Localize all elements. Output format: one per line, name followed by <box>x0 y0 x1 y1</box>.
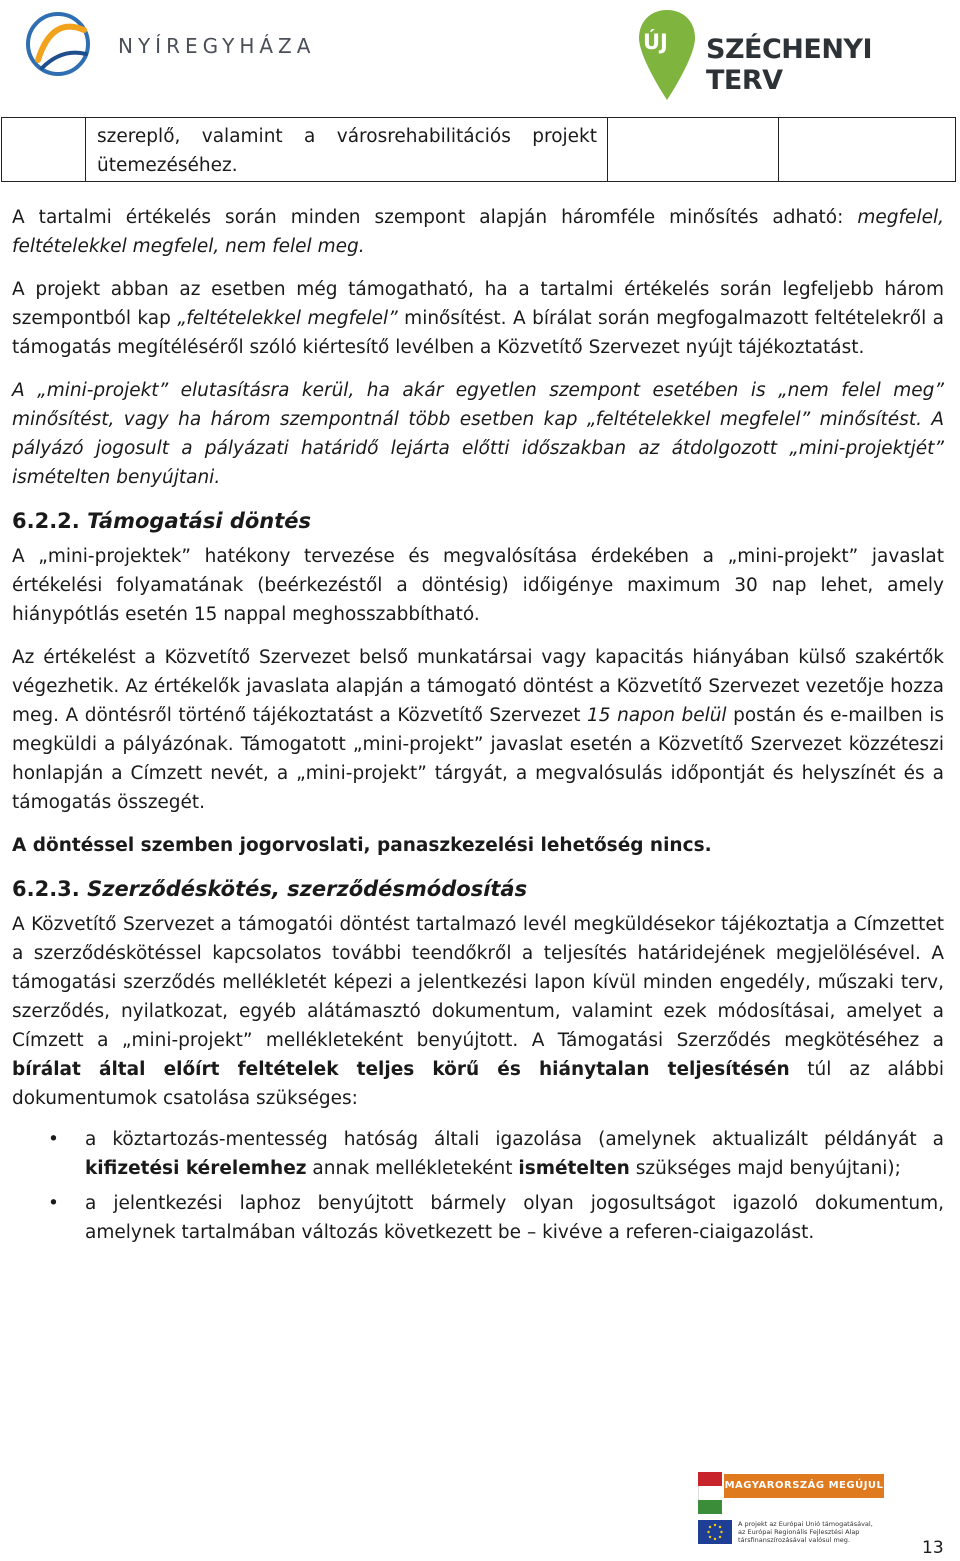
paragraph-decision-time: A „mini-projektek” hatékony tervezése és megvalósítása érdekében a „mini-projekt” javaslat értékelési folyamatának (beérkezéstől a döntésig) időigénye maximum 30 nap lehet, amely hiánypótlás esetén 15 nappal meghosszabbítható. <box>12 546 944 625</box>
bullet-icon: • <box>48 1129 59 1150</box>
nyiregyhaza-emblem-icon <box>22 8 102 80</box>
paragraph-bold: bírálat által előírt feltételek teljes körű és hiánytalan teljesítésén <box>12 1059 790 1080</box>
paragraph-decision-process <box>12 643 944 817</box>
list-item-bold: ismételten <box>518 1158 630 1179</box>
paragraph-no-appeal <box>12 831 944 860</box>
paragraph-text: A projekt abban az esetben még támogatható, ha a tartalmi értékelés során legfeljebb három szempontból kap <box>12 279 944 329</box>
table-cell-text <box>86 118 608 182</box>
page-header <box>0 0 960 110</box>
table-cell-content: szereplő, valamint a városrehabilitációs projekt ütemezéséhez. <box>97 126 597 176</box>
paragraph-rejection: A „mini-projekt” elutasításra kerül, ha akár egyetlen szempont esetében is „nem felel meg” minősítést, vagy ha három szempontnál több esetben kap „feltételekkel megfelel” minősítést. A pályázó jogosult a pályázati határidő lejárta előtti időszakban az átdolgozott „mini-projektjét” ismételten benyújtani. <box>12 380 944 488</box>
hungarian-flag-icon <box>698 1472 722 1514</box>
magyarorszag-megujul-badge: MAGYARORSZÁG MEGÚJUL <box>724 1474 884 1498</box>
page-number: 13 <box>922 1538 944 1558</box>
bullet-icon: • <box>48 1193 59 1214</box>
szechenyi-pin-icon <box>636 8 698 104</box>
paragraph-text: túl az alábbi dokumentumok csatolása szükséges: <box>12 1059 945 1109</box>
list-item-text: annak mellékleteként <box>306 1158 519 1179</box>
document-body <box>12 203 944 1253</box>
list-item-text: a jelentkezési laphoz benyújtott bármely olyan jogosultságot igazoló dokumentum, amelynek tartalmában változás következett be – kivéve a referen-ciaigazolást. <box>85 1193 944 1243</box>
paragraph-bold: A döntéssel szemben jogorvoslati, panaszkezelési lehetőség nincs. <box>12 835 712 856</box>
paragraph-text: A tartalmi értékelés során minden szempont alapján háromféle minősítés adható: <box>12 207 844 228</box>
paragraph-italic: „feltételekkel megfelel” <box>177 308 398 329</box>
paragraph-italic: 15 napon belül <box>587 705 727 726</box>
section-number: 6.2.2. <box>12 509 80 533</box>
section-title: Szerződéskötés, szerződésmódosítás <box>87 877 528 901</box>
paragraph-contract <box>12 910 944 1113</box>
paragraph-text: A Közvetítő Szervezet a támogatói döntést tartalmazó levél megküldésekor tájékoztatja a Címzettet a szerződéskötéssel kapcsolatos további teendőkről a teljesítés határidejének megjelölésével. A támogatási szerződés mellékletét képezi a jelentkezési lapon kívül minden engedély, műszaki terv, szerződés, nyilatkozat, egyéb alátámasztó dokumentum, valamint ezek módosításai, amelyet a Címzett a „mini-projekt” mellékleteként benyújtott. A Támogatási Szerződés megkötéséhez a <box>12 914 944 1051</box>
continued-table <box>1 117 956 182</box>
required-documents-list <box>12 1125 944 1247</box>
szechenyi-logo-text: SZÉCHENYI TERV <box>706 34 873 96</box>
szechenyi-uj-badge: ÚJ <box>643 30 668 54</box>
paragraph-support <box>12 275 944 362</box>
section-title: Támogatási döntés <box>87 509 312 533</box>
szechenyi-terv-logo <box>636 8 936 108</box>
table-cell-empty <box>608 118 779 182</box>
eu-funding-line: A projekt az Európai Unió támogatásával, <box>738 1520 873 1528</box>
list-item <box>12 1189 944 1247</box>
table-row <box>2 118 956 182</box>
eu-funding-line: társfinanszírozásával valósul meg. <box>738 1536 850 1544</box>
section-number: 6.2.3. <box>12 877 80 901</box>
list-item-text: szükséges majd benyújtani); <box>629 1158 901 1179</box>
footer-logos <box>698 1470 898 1550</box>
table-cell-empty <box>779 118 956 182</box>
paragraph-evaluation <box>12 203 944 261</box>
list-item-text: a köztartozás-mentesség hatóság általi igazolása (amelynek aktualizált példányát a <box>85 1129 944 1150</box>
nyiregyhaza-logo <box>22 8 342 78</box>
paragraph-text: Az értékelést a Közvetítő Szervezet belső munkatársai vagy kapacitás hiányában külső szakértők végezhetik. Az értékelők javaslata alapján a támogató döntést a Közvetítő Szervezet vezetője hozza meg. A döntésről történő tájékoztatást a Közvetítő Szervezet <box>12 647 944 726</box>
eu-funding-note <box>738 1520 873 1544</box>
nyiregyhaza-logo-text: NYÍREGYHÁZA <box>118 34 316 58</box>
paragraph-text: minősítést. A bírálat során megfogalmazott feltételekről a támogatás megítéléséről szóló kiértesítő levélben a Közvetítő Szervezet nyújt tájékoztatást. <box>12 308 944 358</box>
paragraph-text: postán és e-mailben is megküldi a pályázónak. Támogatott „mini-projekt” javaslat esetén a Közvetítő Szervezet közzéteszi honlapján a Címzett nevét, a „mini-projekt” tárgyát, a megvalósulás időpontját és helyszínét és a támogatás összegét. <box>12 705 944 813</box>
paragraph-italic: megfelel, feltételekkel megfelel, nem felel meg. <box>12 207 944 257</box>
table-cell-empty <box>2 118 86 182</box>
list-item <box>12 1125 944 1183</box>
section-heading-623 <box>12 874 944 904</box>
section-heading-622 <box>12 506 944 536</box>
list-item-bold: kifizetési kérelemhez <box>85 1158 307 1179</box>
eu-funding-line: az Európai Regionális Fejlesztési Alap <box>738 1528 860 1536</box>
eu-flag-icon <box>698 1520 732 1544</box>
